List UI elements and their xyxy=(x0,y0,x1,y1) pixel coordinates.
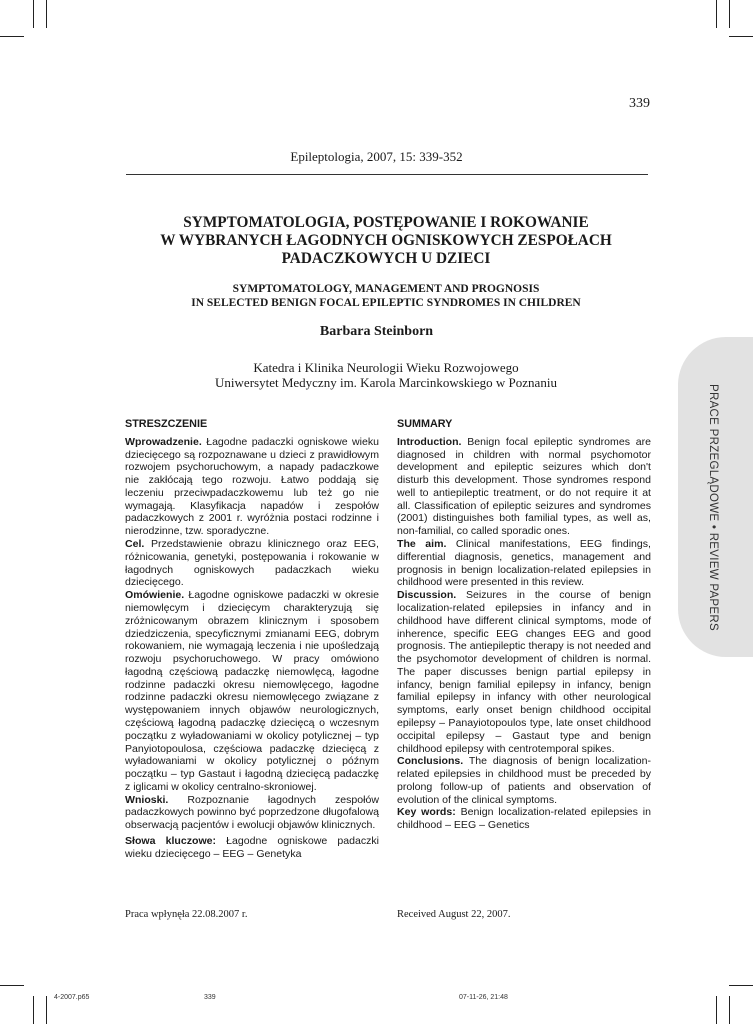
title-polish xyxy=(120,214,652,268)
section-text: Seizures in the course of benign localization-related epilepsies in infancy and in childhood have different clinical symptoms, mode of inherence, specific EEG changes EEG and good prognosis. The antiepileptic therapy is not needed and the psychomotor development of children is normal. The paper discusses benign partial epilepsy in infancy, benign familial epilepsy in infancy, benign familial epilepsy in infancy with other neurological symptoms, early onset benign childhood occipital epilepsy – Panayiotopoulos type, late onset childhood occipital epilepsy – Gastaut type and benign childhood epilepsy with centrotemporal spikes. xyxy=(397,589,651,755)
crop-mark xyxy=(729,996,730,1024)
section-text: Łagodne ogniskowe padaczki w okresie niemowlęcym i dziecięcym charakteryzują się zróżnicowanym obrazem klinicznym i sposobem dziedziczenia, specyficznymi zmianami EEG, dobrym rokowaniem, nie wymagają leczenia i nie upośledzają rozwoju psychoruchowego. W pracy omówiono łagodną częściową padaczkę niemowlęcą, łagodne rodzinne padaczki okresu niemowlęcego, łagodne rodzinne padaczki okresu niemowlęcego związane z występowaniem innych objawów neurologicznych, częściową łagodną padaczkę dziecięcą o wczesnym początku z wyładowaniami w okolicy potylicznej – typ Panyiotopoulosa, częściowa padaczkę dziecięcą z wyładowaniami w okolicy potylicznej o późnym początku – typ Gastaut i łagodną dziecięcą padaczkę z iglicami w okolicy centralno-skroniowej. xyxy=(125,589,379,793)
section-label: Discussion. xyxy=(397,589,457,602)
section-label: Wnioski. xyxy=(125,793,169,806)
title-english xyxy=(120,282,652,310)
received-date-english: Received August 22, 2007. xyxy=(397,909,511,920)
journal-citation: Epileptologia, 2007, 15: 339-352 xyxy=(290,149,463,164)
crop-mark xyxy=(716,996,717,1024)
section-text: Łagodne padaczki ogniskowe wieku dziecięcego są rozpoznawane u dzieci z prawidłowym rozwojem psychoruchowym, a napady padaczkowe nie zakłócają tego rozwoju. Łatwo poddają się leczeniu przeciwpadaczkowemu lub też go nie wymagają. Klasyfikacja napadów i zespołów padaczkowych z 2001 r. wyróżnia postaci rodzinne i nierodzinne, tzw. sporadyczne. xyxy=(125,435,379,538)
title-english-line: IN SELECTED BENIGN FOCAL EPILEPTIC SYNDROMES IN CHILDREN xyxy=(191,297,581,309)
abstract-paragraph xyxy=(125,835,379,861)
section-label: The aim. xyxy=(397,538,447,551)
slug-page: 339 xyxy=(204,994,216,1001)
title-polish-line: W WYBRANYCH ŁAGODNYCH OGNISKOWYCH ZESPOŁACH xyxy=(160,232,612,249)
abstract-paragraph xyxy=(125,794,379,832)
section-label: Key words: xyxy=(397,806,456,819)
abstract-english xyxy=(397,418,651,832)
section-label: Introduction. xyxy=(397,435,462,448)
abstract-polish xyxy=(125,418,379,861)
section-side-label xyxy=(705,384,719,631)
section-text: Łagodne ogniskowe padaczki wieku dziecięcego – EEG – Genetyka xyxy=(125,835,379,860)
abstract-paragraph xyxy=(397,589,651,755)
title-polish-line: SYMPTOMATOLOGIA, POSTĘPOWANIE I ROKOWANIE xyxy=(183,214,589,231)
crop-mark xyxy=(716,0,717,28)
section-label: Conclusions. xyxy=(397,755,464,768)
abstract-paragraph xyxy=(125,589,379,794)
page-number: 339 xyxy=(629,96,650,111)
section-label: Omówienie. xyxy=(125,589,185,602)
abstract-paragraph xyxy=(397,806,651,832)
abstract-paragraph xyxy=(125,436,379,538)
section-text: Rozpoznanie łagodnych zespołów padaczkowych powinno być poprzedzone długofalową obserwacją pacjentów i ewolucji objawów klinicznych. xyxy=(125,793,379,832)
section-label: Wprowadzenie. xyxy=(125,435,202,448)
title-english-line: SYMPTOMATOLOGY, MANAGEMENT AND PROGNOSIS xyxy=(232,283,540,295)
received-date-polish: Praca wpłynęła 22.08.2007 r. xyxy=(125,909,248,920)
abstract-heading: SUMMARY xyxy=(397,418,453,430)
affiliation-line: Uniwersytet Medyczny im. Karola Marcinkowskiego w Poznaniu xyxy=(215,375,557,390)
crop-mark xyxy=(0,36,24,37)
abstract-paragraph xyxy=(397,436,651,538)
abstract-paragraph xyxy=(397,755,651,806)
crop-mark xyxy=(33,0,34,28)
section-text: Przedstawienie obrazu klinicznego oraz EEG, różnicowania, genetyki, postępowania i rokowanie w łagodnych ogniskowych padaczkach wieku dziecięcego. xyxy=(125,538,379,589)
crop-mark xyxy=(46,996,47,1024)
section-text: Clinical manifestations, EEG findings, differential diagnosis, genetics, management and prognosis in benign localization-related epilepsies in childhood were presented in this review. xyxy=(397,538,651,589)
crop-mark xyxy=(33,996,34,1024)
section-text: Benign localization-related epilepsies in childhood – EEG – Genetics xyxy=(397,806,651,832)
crop-mark xyxy=(46,0,47,28)
header-rule xyxy=(126,174,648,175)
slug-file: 4-2007.p65 xyxy=(54,994,90,1001)
affiliation xyxy=(120,360,652,390)
crop-mark xyxy=(0,985,24,986)
affiliation-line: Katedra i Klinika Neurologii Wieku Rozwojowego xyxy=(253,360,519,375)
abstract-heading: STRESZCZENIE xyxy=(125,418,208,430)
crop-mark xyxy=(729,0,730,28)
author: Barbara Steinborn xyxy=(319,324,434,339)
abstract-paragraph xyxy=(397,538,651,589)
abstract-paragraph xyxy=(125,538,379,589)
section-label: Cel. xyxy=(125,538,145,551)
section-label: Słowa kluczowe: xyxy=(125,835,217,847)
section-text: Benign focal epileptic syndromes are diagnosed in children with normal psychomotor development and epileptic seizures which don't disturb this development. Those syndromes respond well to antiepileptic treatment, or do not require it at all. Classification of epileptic seizures and syndromes (2001) distinguishes both familial types, as well as, non-familial, co called sporadic ones. xyxy=(397,435,651,538)
crop-mark xyxy=(729,36,753,37)
section-side-label-text: PRACE PRZEGLĄDOWE • REVIEW PAPERS xyxy=(707,384,719,631)
title-polish-line: PADACZKOWYCH U DZIECI xyxy=(281,250,491,267)
section-text: The diagnosis of benign localization-related epilepsies in childhood must be preceded by prolong follow-up of patients and observation of evolution of the clinical symptoms. xyxy=(397,755,651,806)
slug-datetime: 07-11-26, 21:48 xyxy=(459,994,508,1001)
crop-mark xyxy=(729,985,753,986)
